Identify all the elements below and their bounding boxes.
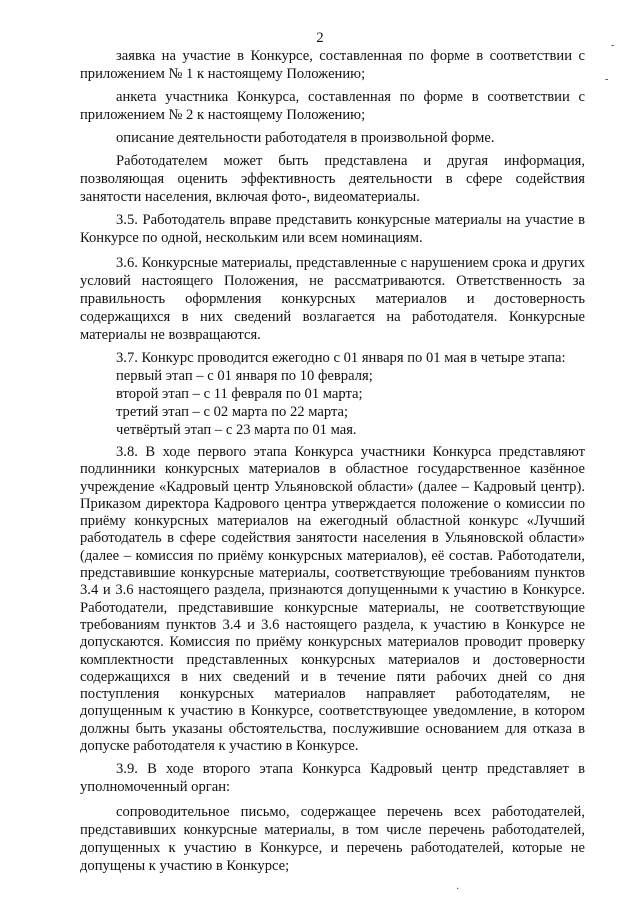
page-number: 2 [316,30,324,46]
margin-mark: · [456,884,460,895]
paragraph-3-5: 3.5. Работодатель вправе представить конкурсные материалы на участие в Конкурсе по одной, нескольким или всем номинациям. [80,212,585,246]
paragraph-other-info: Работодателем может быть представлена и другая информация, позволяющая оценить эффективность деятельности в сфере содействия занятости населения, включая фото-, видеоматериалы. [80,153,585,205]
margin-mark: - [611,40,615,51]
stage-1: первый этап – с 01 января по 10 февраля; [116,368,373,384]
paragraph-3-6: 3.6. Конкурсные материалы, представленные с нарушением срока и других условий настоящего Положения, не рассматриваются. Ответственность за правильность оформления конкурсных материалов и достоверность содержащихся в них сведений возлагается на работодателя. Конкурсные материалы не возвращаются. [80,255,585,343]
paragraph-3-7: 3.7. Конкурс проводится ежегодно с 01 января по 01 мая в четыре этапа: [116,350,566,366]
paragraph-description: описание деятельности работодателя в произвольной форме. [116,130,495,146]
paragraph-cover-letter: сопроводительное письмо, содержащее перечень всех работодателей, представивших конкурсные материалы, в том числе перечень работодателей, допущенных к участию в Конкурсе, и перечень работодателей, которые не допущены к участию в Конкурсе; [80,804,585,875]
paragraph-application: заявка на участие в Конкурсе, составленная по форме в соответствии с приложением № 1 к настоящему Положению; [80,48,585,82]
paragraph-questionnaire: анкета участника Конкурса, составленная по форме в соответствии с приложением № 2 к настоящему Положению; [80,89,585,123]
margin-mark: - [605,74,609,85]
stage-3: третий этап – с 02 марта по 22 марта; [116,404,349,420]
paragraph-3-9: 3.9. В ходе второго этапа Конкурса Кадровый центр представляет в уполномоченный орган: [80,761,585,796]
stage-2: второй этап – с 11 февраля по 01 марта; [116,386,363,402]
document-body [80,47,585,875]
stage-4: четвёртый этап – с 23 марта по 01 мая. [116,422,357,438]
paragraph-3-8: 3.8. В ходе первого этапа Конкурса участники Конкурса представляют подлинники конкурсных материалов в областное государственное казённое учреждение «Кадровый центр Ульяновской области» (далее – Кадровый центр). Приказом директора Кадрового центра утверждается положение о комиссии по приёму конкурсных материалов на ежегодный областной конкурс «Лучший работодатель в сфере содействия занятости населения в Ульяновской области» (далее – комиссия по приёму конкурсных материалов), её состав. Работодатели, представившие конкурсные материалы, соответствующие требованиям пунктов 3.4 и 3.6 настоящего раздела, признаются допущенными к участию в Конкурсе. Работодатели, представившие конкурсные материалы, не соответствующие требованиям пунктов 3.4 и 3.6 настоящего раздела, к участию в Конкурсе не допускаются. Комиссия по приёму конкурсных материалов проводит проверку комплектности представленных конкурсных материалов и достоверности содержащихся в них сведений и в течение пяти рабочих дней со дня поступления конкурсных материалов направляет работодателям, не допущенным к участию в Конкурсе, соответствующее уведомление, в котором должны быть указаны обстоятельства, послужившие основанием для отказа в допуске работодателя к участию в Конкурсе. [80,444,585,755]
